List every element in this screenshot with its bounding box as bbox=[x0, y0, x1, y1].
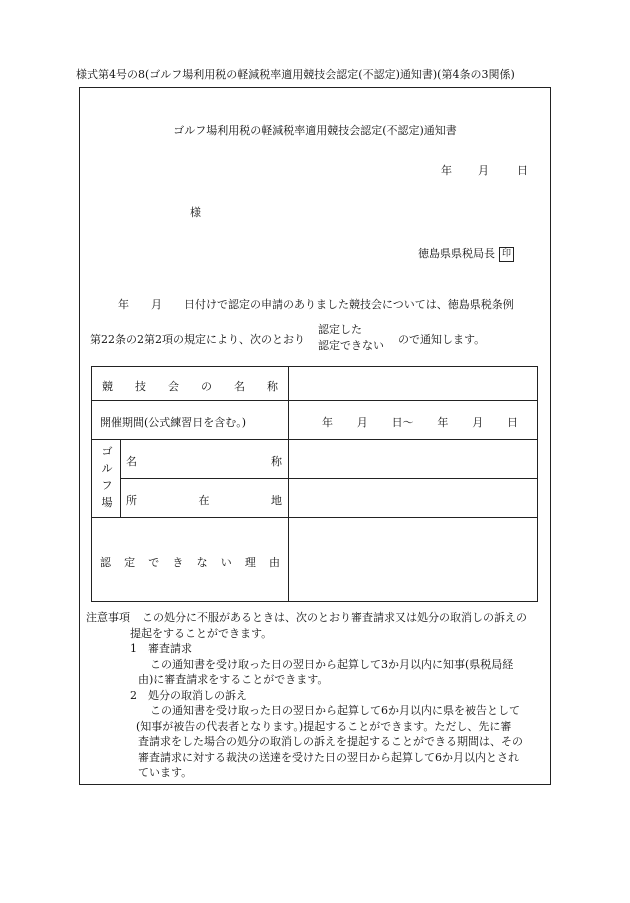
notes-heading: 注意事項 bbox=[86, 611, 130, 624]
notes-section bbox=[86, 610, 546, 781]
notes-item2-line1: この通知書を受け取った日の翌日から起算して6か月以内に県を被告として bbox=[150, 704, 520, 717]
date-month: 月 bbox=[478, 164, 489, 177]
golf-course-label: ゴ ル フ 場 bbox=[101, 445, 113, 509]
notes-item2-line2: (知事が被告の代表者となります。)提起することができます。ただし、先に審 bbox=[136, 719, 512, 733]
period-label: 開催期間(公式練習日を含む。) bbox=[100, 416, 247, 429]
notes-item1-title: 1 審査請求 bbox=[130, 642, 192, 655]
form-caption: 様式第4号の8(ゴルフ場利用税の軽減税率適用競技会認定(不認定)通知書)(第4条の3関係) bbox=[76, 68, 515, 81]
course-name-field[interactable] bbox=[292, 447, 532, 471]
choice-rejected: 認定できない bbox=[318, 339, 384, 352]
notes-item1-line2: 由)に審査請求をすることができます。 bbox=[138, 673, 329, 686]
course-location-label: 所 在 地 bbox=[126, 494, 282, 507]
body-line-2-end: ので通知します。 bbox=[398, 333, 486, 346]
body-line-2: 第22条の2第2項の規定により、次のとおり bbox=[90, 333, 305, 346]
notes-item1-line1: この通知書を受け取った日の翌日から起算して3か月以内に知事(県税局経 bbox=[150, 657, 514, 671]
seal-mark: 印 bbox=[499, 247, 514, 262]
notes-item2-line4: 審査請求に対する裁決の送達を受けた日の翌日から起算して6か月以内とされ bbox=[138, 750, 519, 764]
notes-item2-line5: ています。 bbox=[138, 766, 193, 779]
course-location-field[interactable] bbox=[292, 485, 532, 509]
rejection-reason-label: 認 定 で き な い 理 由 bbox=[100, 556, 280, 569]
issuer-block bbox=[418, 245, 514, 262]
addressee-suffix: 様 bbox=[190, 206, 201, 219]
body-line-1: 年 月 日付けで認定の申請のありました競技会については、徳島県税条例 bbox=[118, 298, 514, 311]
rejection-reason-field[interactable] bbox=[292, 525, 532, 595]
period-value[interactable]: 年 月 日〜 年 月 日 bbox=[322, 416, 518, 429]
notes-intro-2: 提起をすることができます。 bbox=[130, 626, 273, 640]
document-title: ゴルフ場利用税の軽減税率適用競技会認定(不認定)通知書 bbox=[173, 124, 457, 137]
event-name-label: 競 技 会 の 名 称 bbox=[102, 380, 278, 393]
notes-item2-line3: 査請求をした場合の処分の取消しの訴えを提起することができる期間は、その bbox=[138, 735, 523, 748]
date-year: 年 bbox=[441, 164, 452, 177]
choice-block bbox=[318, 322, 384, 354]
issuer-name: 徳島県県税局長 bbox=[418, 247, 495, 260]
choice-approved: 認定した bbox=[318, 323, 362, 336]
date-line bbox=[441, 162, 528, 178]
course-name-label: 名 称 bbox=[126, 455, 282, 468]
details-table bbox=[91, 366, 538, 602]
event-name-field[interactable] bbox=[292, 375, 532, 395]
notes-item2-title: 2 処分の取消しの訴え bbox=[130, 688, 247, 702]
notes-intro-1: この処分に不服があるときは、次のとおり審査請求又は処分の取消しの訴えの bbox=[142, 611, 527, 624]
date-day: 日 bbox=[517, 164, 528, 177]
